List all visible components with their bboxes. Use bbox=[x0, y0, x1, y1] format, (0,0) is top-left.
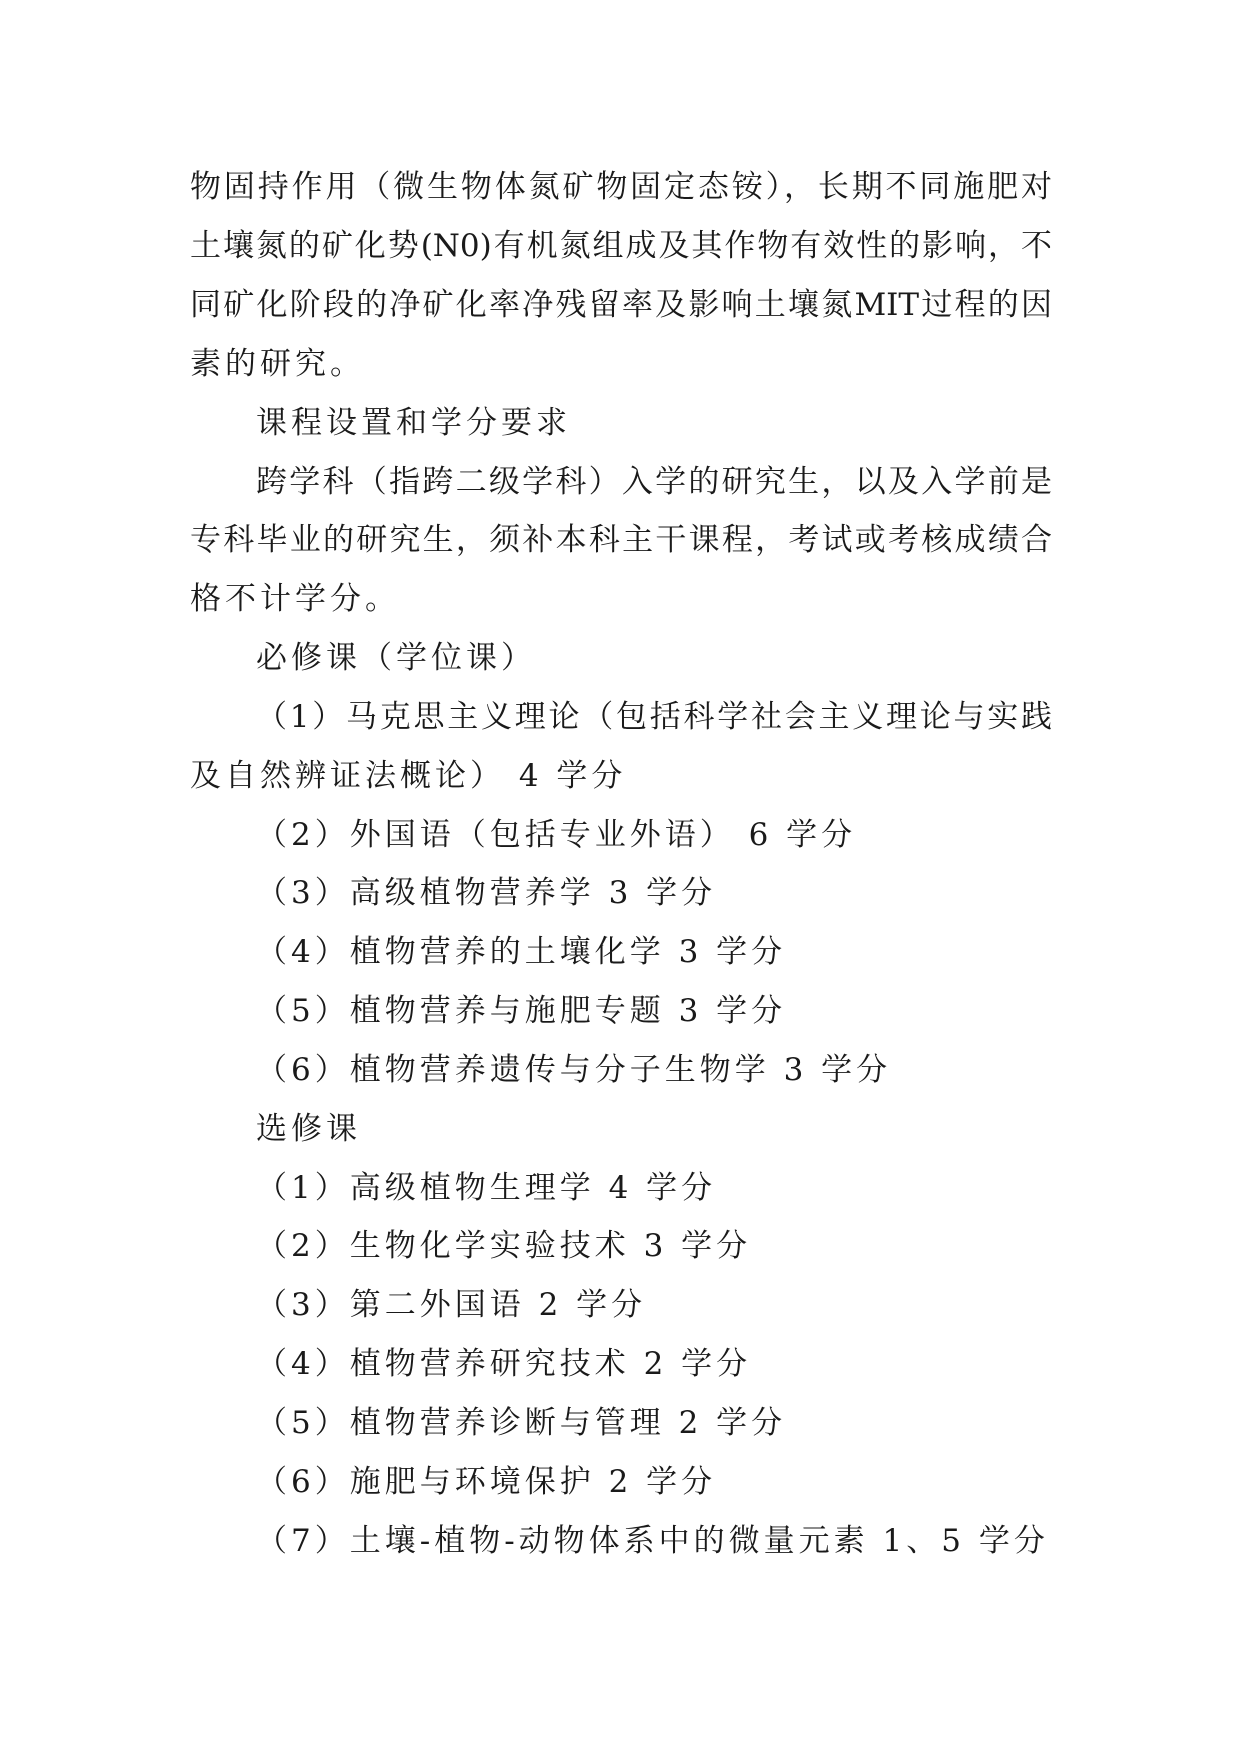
course-item: （6）植物营养遗传与分子生物学 3 学分 bbox=[256, 1052, 892, 1088]
paragraph-line: 跨学科（指跨二级学科）入学的研究生，以及入学前是 bbox=[256, 464, 1052, 500]
course-item: （5）植物营养诊断与管理 2 学分 bbox=[256, 1405, 787, 1441]
paragraph-line: 素的研究。 bbox=[190, 346, 365, 382]
paragraph-line: 同矿化阶段的净矿化率净残留率及影响土壤氮MIT过程的因 bbox=[190, 287, 1052, 323]
course-item: （2）外国语（包括专业外语） 6 学分 bbox=[256, 817, 857, 853]
paragraph-line: 物固持作用（微生物体氮矿物固定态铵），长期不同施肥对 bbox=[190, 169, 1052, 205]
course-item: （4）植物营养研究技术 2 学分 bbox=[256, 1346, 752, 1382]
course-item: （3）高级植物营养学 3 学分 bbox=[256, 875, 717, 911]
section-heading: 课程设置和学分要求 bbox=[256, 405, 571, 441]
course-item: （4）植物营养的土壤化学 3 学分 bbox=[256, 934, 787, 970]
course-item: （1）马克思主义理论（包括科学社会主义理论与实践 bbox=[256, 699, 1052, 735]
course-item: （7）土壤-植物-动物体系中的微量元素 1、5 学分 bbox=[256, 1523, 1049, 1559]
paragraph-line: 土壤氮的矿化势(N0)有机氮组成及其作物有效性的影响，不 bbox=[190, 228, 1052, 264]
course-item: （6）施肥与环境保护 2 学分 bbox=[256, 1464, 717, 1500]
required-courses-heading: 必修课（学位课） bbox=[256, 640, 536, 676]
course-item: （3）第二外国语 2 学分 bbox=[256, 1287, 647, 1323]
course-item-continuation: 及自然辨证法概论） 4 学分 bbox=[190, 758, 627, 794]
elective-courses-heading: 选修课 bbox=[256, 1111, 361, 1147]
course-item: （1）高级植物生理学 4 学分 bbox=[256, 1170, 717, 1206]
paragraph-line: 专科毕业的研究生，须补本科主干课程，考试或考核成绩合 bbox=[190, 522, 1052, 558]
paragraph-line: 格不计学分。 bbox=[190, 581, 400, 617]
course-item: （5）植物营养与施肥专题 3 学分 bbox=[256, 993, 787, 1029]
course-item: （2）生物化学实验技术 3 学分 bbox=[256, 1228, 752, 1264]
